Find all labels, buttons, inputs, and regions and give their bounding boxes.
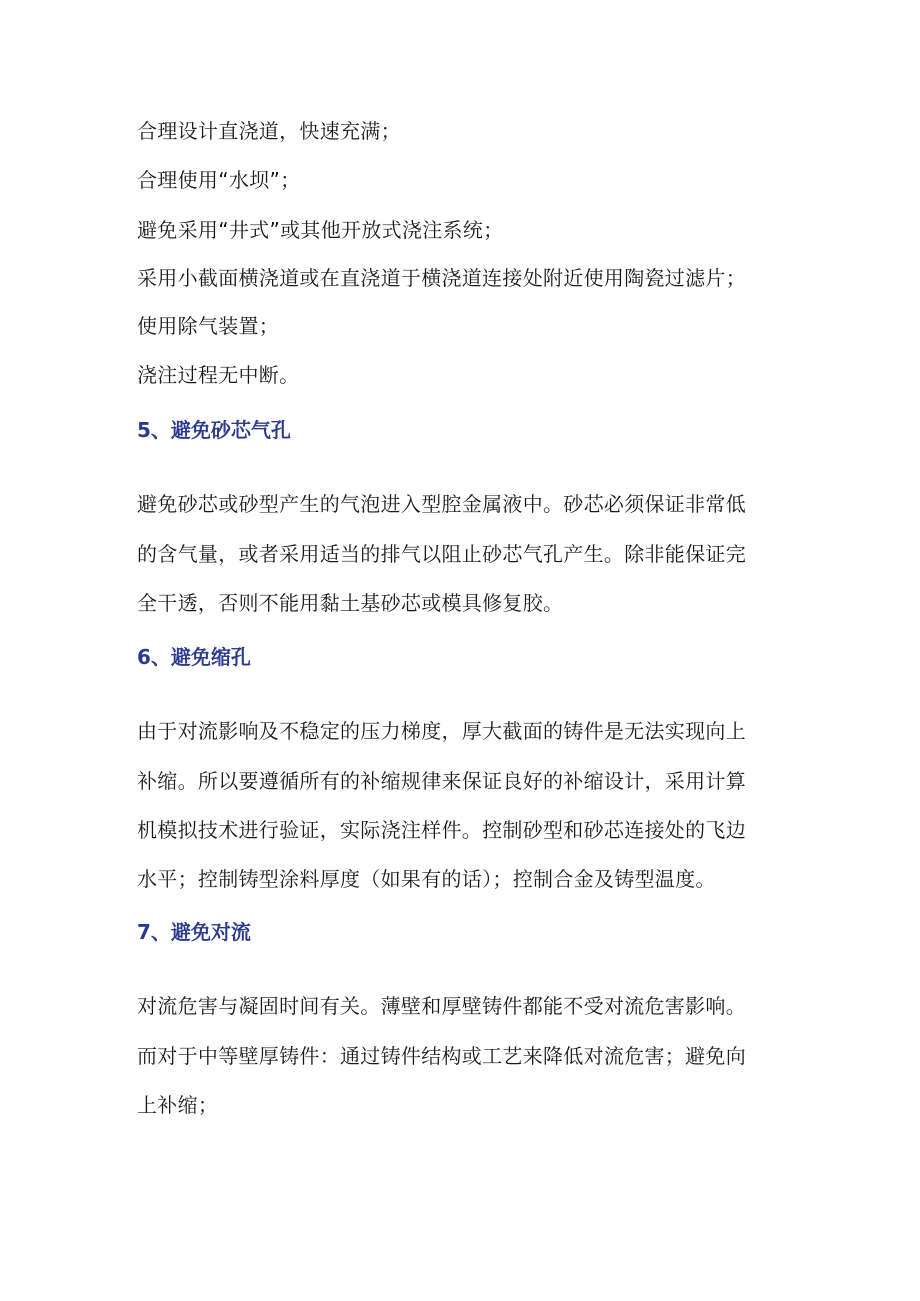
paragraph-line: 的含气量，或者采用适当的排气以阻止砂芯气孔产生。除非能保证完 xyxy=(137,542,746,566)
paragraph-line: 补缩。所以要遵循所有的补缩规律来保证良好的补缩设计，采用计算 xyxy=(137,769,746,793)
paragraph-line: 避免砂芯或砂型产生的气泡进入型腔金属液中。砂芯必须保证非常低 xyxy=(137,492,746,516)
paragraph-line: 而对于中等壁厚铸件：通过铸件结构或工艺来降低对流危害；避免向 xyxy=(137,1044,746,1068)
list-item: 采用小截面横浇道或在直浇道于横浇道连接处附近使用陶瓷过滤片； xyxy=(137,266,746,290)
paragraph-line: 上补缩； xyxy=(137,1093,219,1117)
section-heading: 5、避免砂芯气孔 xyxy=(137,418,291,442)
paragraph-line: 全干透，否则不能用黏土基砂芯或模具修复胶。 xyxy=(137,591,564,615)
list-item: 合理设计直浇道，快速充满； xyxy=(137,119,401,143)
paragraph-line: 水平；控制铸型涂料厚度（如果有的话）；控制合金及铸型温度。 xyxy=(137,867,716,891)
list-item: 合理使用“水坝”； xyxy=(137,168,301,192)
list-item: 浇注过程无中断。 xyxy=(137,363,300,387)
section-heading: 7、避免对流 xyxy=(137,920,251,944)
section-heading: 6、避免缩孔 xyxy=(137,645,251,669)
paragraph-line: 由于对流影响及不稳定的压力梯度，厚大截面的铸件是无法实现向上 xyxy=(137,719,746,743)
list-item: 使用除气装置； xyxy=(137,314,280,338)
paragraph-line: 机模拟技术进行验证，实际浇注样件。控制砂型和砂芯连接处的飞边 xyxy=(137,818,746,842)
list-item: 避免采用“井式”或其他开放式浇注系统； xyxy=(137,218,504,242)
paragraph-line: 对流危害与凝固时间有关。薄壁和厚壁铸件都能不受对流危害影响。 xyxy=(137,994,746,1018)
